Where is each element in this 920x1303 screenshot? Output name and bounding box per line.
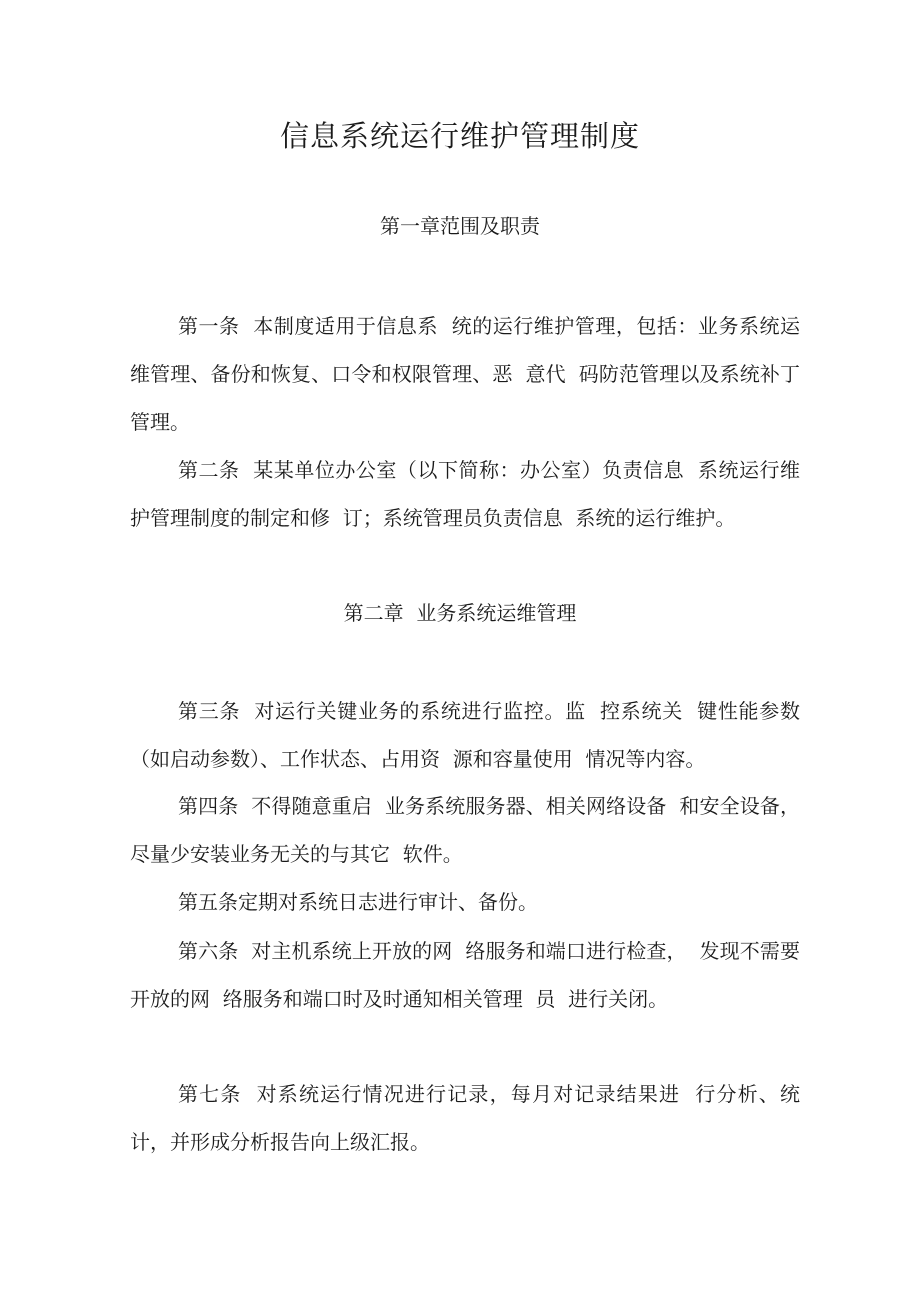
article-1: 第一条 本制度适用于信息系 统的运行维护管理，包括：业务系统运维管理、备份和恢复、口令和权限管理、恶 意代 码防范管理以及系统补丁管理。 (130, 314, 800, 434)
chapter-2-heading: 第二章 业务系统运维管理 (343, 601, 577, 625)
article-2: 第二条 某某单位办公室（以下简称：办公室）负责信息 系统运行维护管理制度的制定和修 订；系统管理员负责信息 系统的运行维护。 (130, 458, 800, 530)
article-6: 第六条 对主机系统上开放的网 络服务和端口进行检查， 发现不需要开放的网 络服务和端口时及时通知相关管理 员 进行关闭。 (130, 939, 800, 1011)
chapter-1-heading: 第一章范围及职责 (380, 214, 540, 238)
document-title: 信息系统运行维护管理制度 (279, 119, 640, 153)
article-5: 第五条定期对系统日志进行审计、备份。 (178, 890, 538, 914)
article-7: 第七条 对系统运行情况进行记录，每月对记录结果进 行分析、统计，并形成分析报告向上级汇报。 (130, 1082, 800, 1154)
article-4: 第四条 不得随意重启 业务系统服务器、相关网络设备 和安全设备，尽量少安装业务无关的与其它 软件。 (130, 794, 800, 866)
article-3: 第三条 对运行关键业务的系统进行监控。监 控系统关 键性能参数（如启动参数）、工作状态、占用资 源和容量使用 情况等内容。 (130, 699, 800, 771)
